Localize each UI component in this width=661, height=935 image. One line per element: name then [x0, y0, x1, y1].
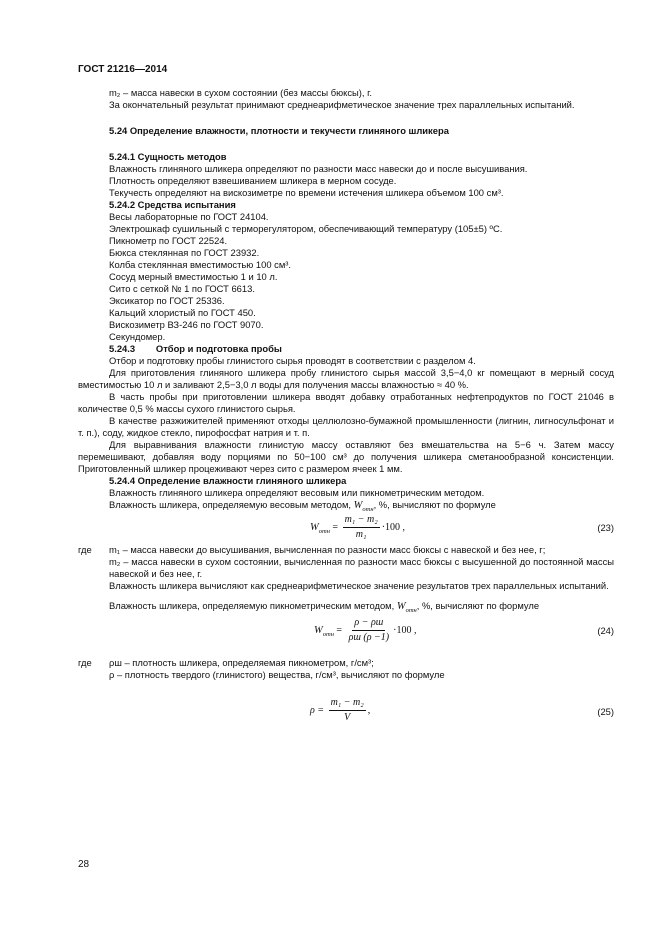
- para-density-method: Плотность определяют взвешиванием шликера в мерном сосуде.: [109, 175, 397, 186]
- running-header: ГОСТ 21216—2014: [78, 64, 168, 75]
- equipment-item: Весы лабораторные по ГОСТ 24104.: [109, 211, 269, 222]
- equipment-item: Вискозиметр ВЗ-246 по ГОСТ 9070.: [109, 319, 264, 330]
- section-5-24-4-heading: 5.24.4 Определение влажности глиняного шликера: [109, 475, 347, 486]
- equation-number-25: (25): [597, 706, 614, 717]
- formula-25: ρ = $\frac{\text{m₁ − m₂}}{V}$ , (25): [310, 697, 614, 723]
- para-slip-preparation: Для приготовления глиняного шликера пробу глинистого сырья массой 3,5−4,0 кг помещают в мерный сосуд вместимостью 10 л и заливают 2,5−3,0 л воды для получения массы влажностью ≈ 40 %.: [78, 367, 614, 390]
- formula-23-numerator: m₁ − m₂: [343, 514, 380, 528]
- equipment-item: Пикнометр по ГОСТ 22524.: [109, 235, 228, 246]
- equipment-item: Электрошкаф сушильный с терморегулятором, обеспечивающий температуру (105±5) ºС.: [109, 223, 503, 234]
- formula-23-denominator: m₁: [355, 529, 367, 540]
- para-m2-def: m₂ – масса навески в сухом состоянии (без массы бюксы), г.: [109, 87, 372, 98]
- where-23-b: m₂ – масса навески в сухом состоянии, вычисленная по разности масс бюксы с высушенной до постоянной массы навеской и без нее, г.: [109, 556, 614, 579]
- para-final-result: За окончательный результат принимают среднеарифметическое значение трех параллельных испытаний.: [109, 99, 575, 110]
- formula-24: $W_{отн}$ = $\frac{\rho - \rho ш}{\rho ш (\rho -1)}$ ·100 , (24): [314, 617, 614, 643]
- section-5-24-2-heading: 5.24.2 Средства испытания: [109, 199, 236, 210]
- document-body: [78, 87, 614, 731]
- w-symbol: $W_{отн}$: [396, 601, 417, 615]
- equipment-item: Кальций хлористый по ГОСТ 450.: [109, 307, 256, 318]
- equipment-item: Секундомер.: [109, 331, 166, 342]
- para-moisture-method: Влажность глиняного шликера определяют по разности масс навески до и после высушивания.: [109, 163, 528, 174]
- w-symbol: $W_{отн}$: [353, 500, 374, 514]
- equation-number-24: (24): [597, 625, 614, 636]
- formula-23: $W_{отн}$ = $\frac{\text{m₁ − m₂}}{\text{m₁}}$ ·100 , (23): [310, 514, 614, 540]
- equipment-item: Колба стеклянная вместимостью 100 см³.: [109, 259, 292, 270]
- section-5-24-1-heading: 5.24.1 Сущность методов: [109, 151, 227, 162]
- section-5-24-3-heading: 5.24.3 Отбор и подготовка пробы: [109, 343, 282, 354]
- para-pycnometric-method: Влажность шликера, определяемую пикнометрическим методом, $W_{отн}$, %, вычисляют по формуле: [109, 600, 540, 615]
- para-sampling: Отбор и подготовку пробы глинистого сырья проводят в соответствии с разделом 4.: [109, 355, 476, 366]
- para-average: Влажность шликера вычисляют как среднеарифметическое значение результатов трех параллельных испытаний.: [109, 580, 609, 591]
- where-24-a: где ρш – плотность шликера, определяемая пикнометром, г/см³;: [78, 657, 374, 668]
- para-thinners: В качестве разжижителей применяют отходы целлюлозно-бумажной промышленности (лигнин, лигносульфонат и т. п.), соду, жидкое стекло, пирофосфат натрия и т. п.: [78, 415, 614, 438]
- page-number: 28: [78, 859, 90, 870]
- equipment-item: Сито с сеткой № 1 по ГОСТ 6613.: [109, 283, 255, 294]
- para-fluidity-method: Текучесть определяют на вискозиметре по времени истечения шликера объемом 100 см³.: [109, 187, 504, 198]
- para-additive: В часть пробы при приготовлении шликера вводят добавку отработанных нефтепродуктов по ГОСТ 21046 в количестве 0,5 % массы сухого глинистого сырья.: [78, 391, 614, 414]
- equipment-item: Эксикатор по ГОСТ 25336.: [109, 295, 225, 306]
- para-moisture-leveling: Для выравнивания влажности глинистую массу оставляют без вмешательства на 5−6 ч. Затем массу перемешивают, добавляя воду порциями по 50−100 см³ до получения шликера сметанообразной консистенции. Приготовленный шликер процеживают через сито с размером ячеек 1 мм.: [78, 439, 614, 474]
- where-24-b: ρ – плотность твердого (глинистого) вещества, г/см³, вычисляют по формуле: [109, 669, 445, 680]
- formula-24-denominator: ρш (ρ −1): [348, 632, 390, 643]
- equipment-item: Бюкса стеклянная по ГОСТ 23932.: [109, 247, 260, 258]
- equation-number-23: (23): [597, 522, 614, 533]
- formula-25-numerator: m₁ − m₂: [329, 697, 366, 711]
- para-moisture-methods: Влажность глиняного шликера определяют весовым или пикнометрическим методом.: [109, 487, 485, 498]
- formula-24-numerator: ρ − ρш: [352, 617, 385, 631]
- para-weight-method: Влажность шликера, определяемую весовым методом, $W_{отн}$, %, вычисляют по формуле: [109, 499, 496, 514]
- formula-25-denominator: V: [344, 712, 351, 723]
- section-5-24-heading: 5.24 Определение влажности, плотности и текучести глиняного шликера: [109, 125, 449, 136]
- equipment-item: Сосуд мерный вместимостью 1 и 10 л.: [109, 271, 278, 282]
- where-23-a: где m₁ – масса навески до высушивания, вычисленная по разности масс бюксы с навеской и без нее, г;: [78, 544, 546, 555]
